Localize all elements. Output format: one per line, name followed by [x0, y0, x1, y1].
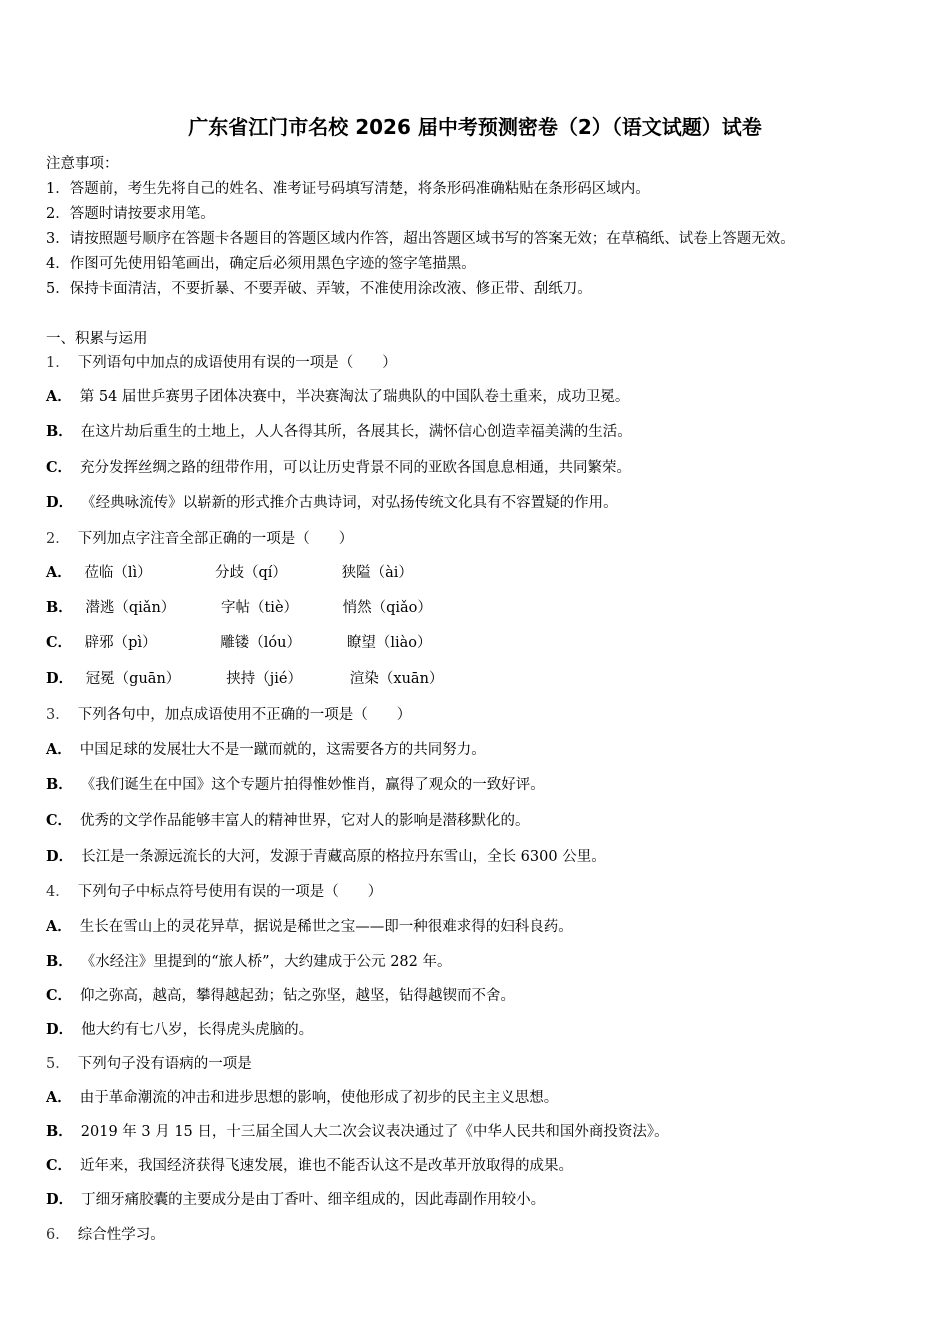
option-text: 近年来，我国经济获得飞速发展，谁也不能否认这不是改革开放取得的成果。: [80, 1158, 574, 1174]
q4-option-b[interactable]: [46, 950, 451, 971]
question-stem: 综合性学习。: [77, 1227, 165, 1243]
q4-option-a[interactable]: [46, 915, 573, 936]
pinyin-item: 渲染（xuān）: [349, 671, 444, 687]
pinyin-item: 字帖（tiè）: [220, 600, 299, 616]
option-label: D．: [46, 1191, 74, 1208]
option-text: 在这片劫后重生的土地上，人人各得其所，各展其长，满怀信心创造幸福美满的生活。: [80, 424, 632, 440]
option-label: D．: [46, 848, 74, 865]
q4-option-c[interactable]: [46, 984, 515, 1005]
q5-option-a[interactable]: [46, 1086, 558, 1107]
option-text: 2019 年 3 月 15 日，十三届全国人大二次会议表决通过了《中华人民共和国外商投资法》。: [80, 1124, 669, 1140]
option-label: C．: [46, 987, 73, 1004]
question-stem: 下列句子没有语病的一项是: [77, 1056, 252, 1072]
q1-option-c[interactable]: [46, 456, 631, 477]
option-text: 第 54 届世乒赛男子团体决赛中，半决赛淘汰了瑞典队的中国队卷土重来，成功卫冕。: [79, 389, 630, 405]
option-label: C．: [46, 634, 73, 651]
pinyin-item: 分歧（qí）: [214, 565, 287, 581]
pinyin-item: 莅临（lì）: [84, 565, 152, 581]
option-text: 优秀的文学作品能够丰富人的精神世界，它对人的影响是潜移默化的。: [80, 813, 530, 829]
option-label: B．: [46, 599, 73, 616]
pinyin-item: 雕镂（lóu）: [220, 635, 301, 651]
option-text: 中国足球的发展壮大不是一蹴而就的，这需要各方的共同努力。: [79, 742, 486, 758]
pinyin-item: 潜逃（qiǎn）: [85, 600, 176, 616]
question-6: [46, 1223, 165, 1244]
question-number: 4．: [46, 884, 70, 900]
question-number: 3．: [46, 707, 70, 723]
option-text: 充分发挥丝绸之路的纽带作用，可以让历史背景不同的亚欧各国息息相通，共同繁荣。: [80, 460, 632, 476]
notice-item: 2．答题时请按要求用笔。: [46, 206, 215, 222]
notice-item: 5．保持卡面清洁，不要折暴、不要弄破、弄皱，不准使用涂改液、修正带、刮纸刀。: [46, 281, 592, 297]
page-title: 广东省江门市名校 2026 届中考预测密卷（2）（语文试题）试卷: [188, 115, 762, 139]
pinyin-item: 瞭望（liào）: [346, 635, 432, 651]
q2-option-b[interactable]: [46, 596, 432, 617]
option-label: A．: [46, 918, 72, 935]
q3-option-d[interactable]: [46, 845, 606, 866]
q1-option-d[interactable]: [46, 491, 618, 512]
option-label: A．: [46, 388, 72, 405]
option-label: B．: [46, 1123, 73, 1140]
q5-option-c[interactable]: [46, 1154, 573, 1175]
question-number: 5．: [46, 1056, 70, 1072]
option-label: B．: [46, 423, 73, 440]
q3-option-b[interactable]: [46, 773, 545, 794]
option-label: C．: [46, 459, 73, 476]
option-label: D．: [46, 670, 74, 687]
option-label: C．: [46, 1157, 73, 1174]
q3-option-a[interactable]: [46, 738, 486, 759]
q5-option-b[interactable]: [46, 1120, 669, 1141]
option-text: 《经典咏流传》以崭新的形式推介古典诗词，对弘扬传统文化具有不容置疑的作用。: [81, 495, 618, 511]
option-label: D．: [46, 494, 74, 511]
option-label: C．: [46, 812, 73, 829]
q2-option-d[interactable]: [46, 667, 443, 688]
pinyin-item: 辟邪（pì）: [84, 635, 157, 651]
option-text: 长江是一条源远流长的大河，发源于青藏高原的格拉丹东雪山，全长 6300 公里。: [81, 849, 606, 865]
option-text: 他大约有七八岁，长得虎头虎脑的。: [81, 1022, 314, 1038]
question-number: 6．: [46, 1227, 70, 1243]
option-label: A．: [46, 741, 72, 758]
question-stem: 下列句子中标点符号使用有误的一项是（ ）: [77, 884, 383, 900]
option-text: 《我们诞生在中国》这个专题片拍得惟妙惟肖，赢得了观众的一致好评。: [80, 777, 545, 793]
notice-heading: 注意事项：: [46, 156, 119, 172]
option-text: 仰之弥高，越高，攀得越起劲；钻之弥坚，越坚，钻得越锲而不舍。: [80, 988, 516, 1004]
notice-item: 3．请按照题号顺序在答题卡各题目的答题区域内作答，超出答题区域书写的答案无效；在草稿纸、试卷上答题无效。: [46, 231, 795, 247]
option-label: A．: [46, 564, 72, 581]
question-number: 2．: [46, 531, 70, 547]
q3-option-c[interactable]: [46, 809, 530, 830]
section-heading: 一、积累与运用: [46, 331, 148, 347]
pinyin-item: 狭隘（ài）: [341, 565, 413, 581]
question-2: [46, 527, 353, 548]
question-number: 1．: [46, 355, 70, 371]
q2-option-c[interactable]: [46, 631, 432, 652]
q2-option-a[interactable]: [46, 561, 413, 582]
option-text: 生长在雪山上的灵花异草，据说是稀世之宝——即一种很难求得的妇科良药。: [79, 919, 573, 935]
option-text: 丁细牙痛胶囊的主要成分是由丁香叶、细辛组成的，因此毒副作用较小。: [81, 1192, 546, 1208]
question-stem: 下列各句中，加点成语使用不正确的一项是（ ）: [77, 707, 412, 723]
q1-option-a[interactable]: [46, 385, 629, 406]
notice-item: 4．作图可先使用铅笔画出，确定后必须用黑色字迹的签字笔描黑。: [46, 256, 476, 272]
question-5: [46, 1052, 252, 1073]
q4-option-d[interactable]: [46, 1018, 313, 1039]
pinyin-item: 悄然（qiǎo）: [342, 600, 432, 616]
q1-option-b[interactable]: [46, 420, 632, 441]
pinyin-item: 挟持（jié）: [226, 671, 303, 687]
option-label: D．: [46, 1021, 74, 1038]
option-label: B．: [46, 776, 73, 793]
question-stem: 下列语句中加点的成语使用有误的一项是（ ）: [77, 355, 397, 371]
question-3: [46, 703, 411, 724]
option-text: 由于革命潮流的冲击和进步思想的影响，使他形成了初步的民主主义思想。: [79, 1090, 559, 1106]
option-text: 《水经注》里提到的“旅人桥”，大约建成于公元 282 年。: [80, 954, 452, 970]
question-stem: 下列加点字注音全部正确的一项是（ ）: [77, 531, 354, 547]
notice-item: 1．答题前，考生先将自己的姓名、准考证号码填写清楚，将条形码准确粘贴在条形码区域内。: [46, 181, 650, 197]
question-4: [46, 880, 382, 901]
pinyin-item: 冠冕（guān）: [85, 671, 181, 687]
option-label: A．: [46, 1089, 72, 1106]
option-label: B．: [46, 953, 73, 970]
question-1: [46, 351, 397, 372]
q5-option-d[interactable]: [46, 1188, 545, 1209]
